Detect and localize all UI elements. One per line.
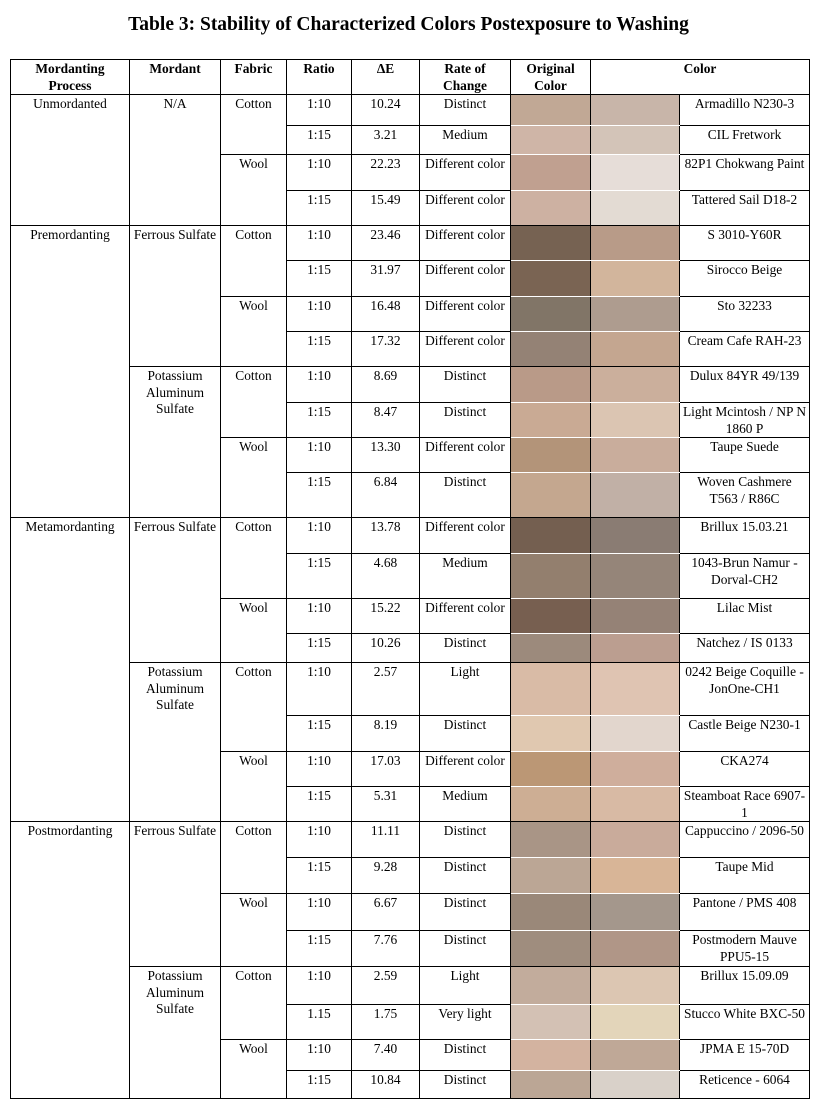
mordant-cell: Ferrous Sulfate [130, 226, 221, 367]
original-swatch [511, 1071, 591, 1099]
table-title: Table 3: Stability of Characterized Colors Postexposure to Washing [128, 14, 689, 35]
original-swatch [511, 554, 591, 599]
color-name-cell: JPMA E 15-70D [680, 1040, 810, 1071]
original-swatch [511, 787, 591, 822]
color-name-cell: Reticence - 6064 [680, 1071, 810, 1099]
color-name-cell: Dulux 84YR 49/139 [680, 367, 810, 403]
color-swatch [591, 332, 680, 367]
original-swatch [511, 473, 591, 518]
table-row [11, 663, 810, 716]
original-swatch [511, 367, 591, 403]
rate-cell: Different color [420, 518, 511, 554]
header-rate: Rate of Change [420, 60, 511, 95]
delta-e-cell: 1.75 [352, 1005, 420, 1040]
rate-cell: Distinct [420, 822, 511, 858]
color-name-cell: Taupe Mid [680, 858, 810, 894]
rate-cell: Different color [420, 599, 511, 634]
rate-cell: Medium [420, 554, 511, 599]
ratio-cell: 1:15 [287, 787, 352, 822]
mordant-cell: Potassium Aluminum Sulfate [130, 663, 221, 822]
delta-e-cell: 15.49 [352, 191, 420, 226]
delta-e-cell: 13.78 [352, 518, 420, 554]
delta-e-cell: 23.46 [352, 226, 420, 261]
mordant-cell: N/A [130, 95, 221, 226]
rate-cell: Light [420, 663, 511, 716]
color-swatch [591, 191, 680, 226]
color-name-cell: Armadillo N230-3 [680, 95, 810, 126]
original-swatch [511, 332, 591, 367]
original-swatch [511, 95, 591, 126]
table-row [11, 967, 810, 1005]
delta-e-cell: 8.47 [352, 403, 420, 438]
fabric-cell: Wool [221, 438, 287, 518]
ratio-cell: 1:15 [287, 554, 352, 599]
color-swatch [591, 752, 680, 787]
ratio-cell: 1:15 [287, 716, 352, 752]
table-row [11, 822, 810, 858]
mordant-cell: Ferrous Sulfate [130, 518, 221, 663]
color-swatch [591, 967, 680, 1005]
color-swatch [591, 663, 680, 716]
ratio-cell: 1:10 [287, 894, 352, 931]
original-swatch [511, 663, 591, 716]
color-name-cell: Brillux 15.03.21 [680, 518, 810, 554]
color-swatch [591, 787, 680, 822]
color-swatch [591, 554, 680, 599]
header-color: Color [591, 60, 810, 95]
color-swatch [591, 226, 680, 261]
color-name-cell: Cream Cafe RAH-23 [680, 332, 810, 367]
mordant-cell: Potassium Aluminum Sulfate [130, 367, 221, 518]
rate-cell: Distinct [420, 858, 511, 894]
delta-e-cell: 3.21 [352, 126, 420, 155]
color-swatch [591, 367, 680, 403]
original-swatch [511, 518, 591, 554]
header-fabric: Fabric [221, 60, 287, 95]
original-swatch [511, 1040, 591, 1071]
delta-e-cell: 17.03 [352, 752, 420, 787]
delta-e-cell: 10.24 [352, 95, 420, 126]
original-swatch [511, 438, 591, 473]
original-swatch [511, 634, 591, 663]
color-name-cell: Woven Cashmere T563 / R86C [680, 473, 810, 518]
header-original-color: Original Color [511, 60, 591, 95]
rate-cell: Distinct [420, 473, 511, 518]
color-name-cell: CIL Fretwork [680, 126, 810, 155]
color-name-cell: Steamboat Race 6907-1 [680, 787, 810, 822]
original-swatch [511, 297, 591, 332]
color-name-cell: S 3010-Y60R [680, 226, 810, 261]
color-name-cell: Sto 32233 [680, 297, 810, 332]
delta-e-cell: 31.97 [352, 261, 420, 297]
fabric-cell: Wool [221, 894, 287, 967]
rate-cell: Distinct [420, 95, 511, 126]
ratio-cell: 1:10 [287, 226, 352, 261]
delta-e-cell: 6.67 [352, 894, 420, 931]
rate-cell: Different color [420, 752, 511, 787]
color-name-cell: Cappuccino / 2096-50 [680, 822, 810, 858]
rate-cell: Distinct [420, 1040, 511, 1071]
ratio-cell: 1:15 [287, 1071, 352, 1099]
color-name-cell: Postmodern Mauve PPU5-15 [680, 931, 810, 967]
color-stability-table [10, 59, 810, 1099]
delta-e-cell: 17.32 [352, 332, 420, 367]
delta-e-cell: 9.28 [352, 858, 420, 894]
ratio-cell: 1:10 [287, 967, 352, 1005]
ratio-cell: 1:15 [287, 858, 352, 894]
original-swatch [511, 931, 591, 967]
process-cell: Premordanting [11, 226, 130, 518]
rate-cell: Different color [420, 226, 511, 261]
color-name-cell: Sirocco Beige [680, 261, 810, 297]
ratio-cell: 1:10 [287, 438, 352, 473]
color-swatch [591, 634, 680, 663]
ratio-cell: 1:15 [287, 403, 352, 438]
rate-cell: Light [420, 967, 511, 1005]
color-swatch [591, 894, 680, 931]
table-row [11, 518, 810, 554]
color-swatch [591, 858, 680, 894]
delta-e-cell: 22.23 [352, 155, 420, 191]
process-cell: Unmordanted [11, 95, 130, 226]
color-swatch [591, 261, 680, 297]
delta-e-cell: 2.59 [352, 967, 420, 1005]
rate-cell: Different color [420, 332, 511, 367]
ratio-cell: 1:10 [287, 518, 352, 554]
fabric-cell: Cotton [221, 95, 287, 155]
fabric-cell: Wool [221, 155, 287, 226]
color-name-cell: Brillux 15.09.09 [680, 967, 810, 1005]
rate-cell: Different color [420, 155, 511, 191]
table-row [11, 95, 810, 126]
process-cell: Postmordanting [11, 822, 130, 1099]
color-swatch [591, 518, 680, 554]
color-swatch [591, 95, 680, 126]
header-delta-e: ΔE [352, 60, 420, 95]
process-cell: Metamordanting [11, 518, 130, 822]
color-name-cell: Natchez / IS 0133 [680, 634, 810, 663]
original-swatch [511, 599, 591, 634]
delta-e-cell: 7.40 [352, 1040, 420, 1071]
header-process: Mordanting Process [11, 60, 130, 95]
delta-e-cell: 16.48 [352, 297, 420, 332]
rate-cell: Different color [420, 191, 511, 226]
original-swatch [511, 191, 591, 226]
original-swatch [511, 226, 591, 261]
ratio-cell: 1:10 [287, 367, 352, 403]
color-swatch [591, 126, 680, 155]
rate-cell: Different color [420, 297, 511, 332]
ratio-cell: 1:10 [287, 95, 352, 126]
delta-e-cell: 13.30 [352, 438, 420, 473]
original-swatch [511, 126, 591, 155]
fabric-cell: Cotton [221, 367, 287, 438]
rate-cell: Distinct [420, 403, 511, 438]
fabric-cell: Cotton [221, 518, 287, 599]
color-swatch [591, 473, 680, 518]
header-row [11, 60, 810, 95]
fabric-cell: Cotton [221, 822, 287, 894]
ratio-cell: 1:10 [287, 663, 352, 716]
ratio-cell: 1:10 [287, 599, 352, 634]
delta-e-cell: 8.19 [352, 716, 420, 752]
color-swatch [591, 403, 680, 438]
delta-e-cell: 5.31 [352, 787, 420, 822]
color-name-cell: Castle Beige N230-1 [680, 716, 810, 752]
ratio-cell: 1:10 [287, 822, 352, 858]
ratio-cell: 1:15 [287, 332, 352, 367]
original-swatch [511, 894, 591, 931]
rate-cell: Distinct [420, 634, 511, 663]
fabric-cell: Wool [221, 752, 287, 822]
original-swatch [511, 261, 591, 297]
ratio-cell: 1:10 [287, 1040, 352, 1071]
color-swatch [591, 155, 680, 191]
ratio-cell: 1:10 [287, 297, 352, 332]
header-mordant: Mordant [130, 60, 221, 95]
ratio-cell: 1:15 [287, 261, 352, 297]
ratio-cell: 1:15 [287, 126, 352, 155]
color-name-cell: Pantone / PMS 408 [680, 894, 810, 931]
header-ratio: Ratio [287, 60, 352, 95]
rate-cell: Distinct [420, 931, 511, 967]
color-swatch [591, 716, 680, 752]
ratio-cell: 1:15 [287, 931, 352, 967]
fabric-cell: Cotton [221, 967, 287, 1040]
color-swatch [591, 599, 680, 634]
original-swatch [511, 403, 591, 438]
table-row [11, 367, 810, 403]
color-swatch [591, 297, 680, 332]
rate-cell: Distinct [420, 367, 511, 403]
delta-e-cell: 10.26 [352, 634, 420, 663]
color-swatch [591, 1040, 680, 1071]
rate-cell: Medium [420, 787, 511, 822]
table-row [11, 226, 810, 261]
color-name-cell: Light Mcintosh / NP N 1860 P [680, 403, 810, 438]
original-swatch [511, 716, 591, 752]
color-name-cell: Lilac Mist [680, 599, 810, 634]
ratio-cell: 1:15 [287, 634, 352, 663]
color-name-cell: 0242 Beige Coquille - JonOne-CH1 [680, 663, 810, 716]
original-swatch [511, 858, 591, 894]
delta-e-cell: 7.76 [352, 931, 420, 967]
fabric-cell: Wool [221, 599, 287, 663]
fabric-cell: Cotton [221, 226, 287, 297]
delta-e-cell: 15.22 [352, 599, 420, 634]
color-name-cell: Stucco White BXC-50 [680, 1005, 810, 1040]
ratio-cell: 1:10 [287, 752, 352, 787]
rate-cell: Distinct [420, 1071, 511, 1099]
rate-cell: Distinct [420, 894, 511, 931]
color-swatch [591, 438, 680, 473]
fabric-cell: Wool [221, 297, 287, 367]
color-swatch [591, 931, 680, 967]
color-swatch [591, 1005, 680, 1040]
ratio-cell: 1.15 [287, 1005, 352, 1040]
rate-cell: Very light [420, 1005, 511, 1040]
fabric-cell: Cotton [221, 663, 287, 752]
color-name-cell: 1043-Brun Namur - Dorval-CH2 [680, 554, 810, 599]
color-name-cell: Taupe Suede [680, 438, 810, 473]
original-swatch [511, 155, 591, 191]
delta-e-cell: 10.84 [352, 1071, 420, 1099]
delta-e-cell: 8.69 [352, 367, 420, 403]
fabric-cell: Wool [221, 1040, 287, 1099]
rate-cell: Medium [420, 126, 511, 155]
original-swatch [511, 1005, 591, 1040]
color-name-cell: CKA274 [680, 752, 810, 787]
rate-cell: Different color [420, 261, 511, 297]
color-swatch [591, 822, 680, 858]
color-name-cell: Tattered Sail D18-2 [680, 191, 810, 226]
rate-cell: Different color [420, 438, 511, 473]
rate-cell: Distinct [420, 716, 511, 752]
delta-e-cell: 2.57 [352, 663, 420, 716]
original-swatch [511, 967, 591, 1005]
mordant-cell: Ferrous Sulfate [130, 822, 221, 967]
color-name-cell: 82P1 Chokwang Paint [680, 155, 810, 191]
delta-e-cell: 4.68 [352, 554, 420, 599]
delta-e-cell: 6.84 [352, 473, 420, 518]
original-swatch [511, 822, 591, 858]
delta-e-cell: 11.11 [352, 822, 420, 858]
mordant-cell: Potassium Aluminum Sulfate [130, 967, 221, 1099]
ratio-cell: 1:15 [287, 191, 352, 226]
ratio-cell: 1:15 [287, 473, 352, 518]
original-swatch [511, 752, 591, 787]
ratio-cell: 1:10 [287, 155, 352, 191]
color-swatch [591, 1071, 680, 1099]
